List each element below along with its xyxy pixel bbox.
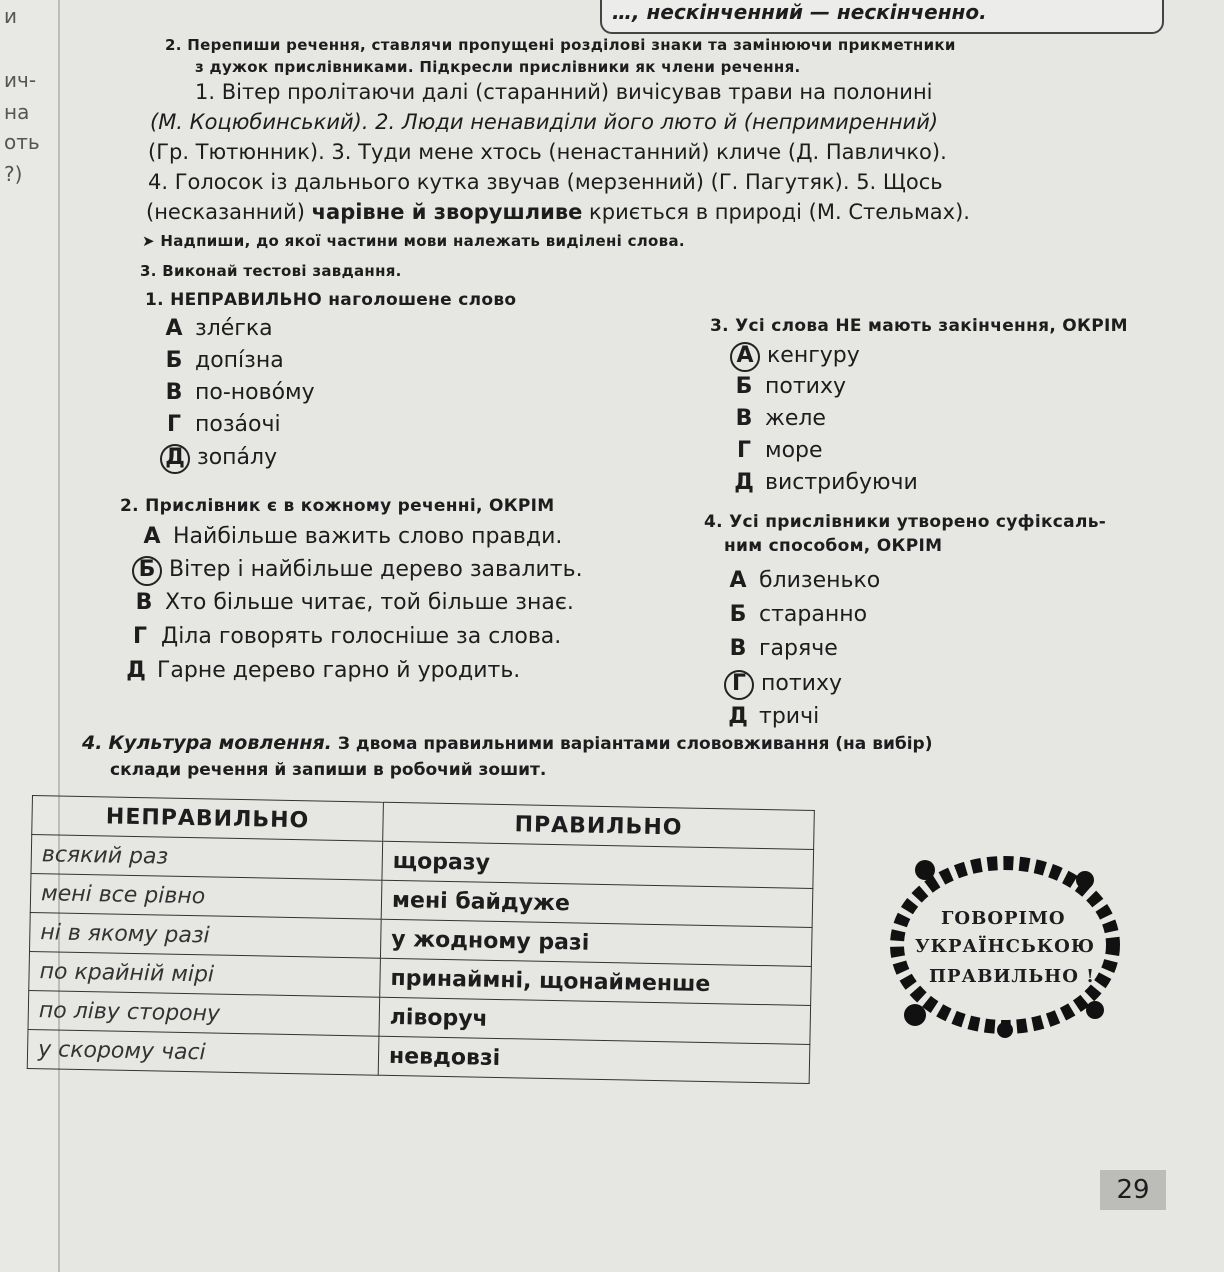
task4-heading: 4. Культура мовлення. З двома правильними варіантами слововживання (на вибір) [82, 732, 933, 754]
previous-task-line: …, нескінченний — нескінченно. [612, 0, 987, 24]
q4-option-e: Д тричі [728, 704, 820, 729]
task2-line: (М. Коцюбинський). 2. Люди ненавиділи його люто й (непримиренний) [150, 110, 939, 134]
q4-title-line1: 4. Усі прислівники утворено суфіксаль- [704, 512, 1107, 532]
wrong-usage: ні в якому разі [29, 912, 381, 958]
answer-circle: Г [724, 670, 754, 700]
task2-line: (Гр. Тютюнник). 3. Туди мене хтось (ненастанний) кличе (Д. Павличко). [148, 140, 947, 164]
answer-circle: А [730, 342, 760, 372]
prev-page-fragment: и [4, 4, 17, 28]
task2-line5: (несказанний) чарівне й зворушливе криється в природі (М. Стельмах). [146, 200, 970, 224]
wrong-usage: у скорому часі [27, 1029, 379, 1075]
q1-title: 1. НЕПРАВИЛЬНО наголошене слово [145, 290, 517, 310]
q3-option-b: Б потиху [735, 374, 846, 399]
badge-line: ГОВОРІМО [941, 908, 1066, 929]
wrong-usage: по ліву сторону [28, 990, 380, 1036]
usage-table [27, 795, 815, 1084]
right-usage: принаймні, щонайменше [380, 958, 812, 1005]
right-usage: невдовзі [378, 1036, 810, 1083]
speak-ukrainian-badge [885, 850, 1125, 1040]
task2-subtask: ➤ Надпиши, до якої частини мови належать виділені слова. [142, 232, 685, 250]
workbook-page [37, 0, 1224, 1272]
answer-circle: Д [160, 444, 190, 474]
q4-title-line2: ним способом, ОКРІМ [724, 536, 943, 556]
wrong-usage: мені все рівно [30, 873, 382, 919]
wrong-usage: по крайній мірі [29, 951, 381, 997]
prev-page-fragment: ?) [4, 162, 23, 186]
task2-line: 1. Вітер пролітаючи далі (старанний) вичісував трави на полонині [195, 80, 933, 104]
prev-page-fragment: на [4, 100, 30, 124]
q1-option-d: Г позáочі [166, 412, 281, 437]
right-usage: ліворуч [379, 997, 811, 1044]
right-usage: у жодному разі [380, 919, 812, 966]
q2-option-b: Б Вітер і найбільше дерево завалить. [132, 556, 583, 586]
previous-task-box [600, 0, 1164, 34]
q3-option-d: Г море [736, 438, 823, 463]
q3-option-a: А кенгуру [730, 342, 860, 372]
task4-instruction-line2: склади речення й запиши в робочий зошит. [110, 760, 547, 780]
q2-option-a: А Найбільше важить слово правди. [143, 524, 563, 549]
q2-title: 2. Прислівник є в кожному реченні, ОКРІМ [120, 496, 555, 516]
task2-line: 4. Голосок із дальнього кутка звучав (мерзенний) (Г. Пагутяк). 5. Щось [148, 170, 943, 194]
badge-line: УКРАЇНСЬКОЮ [915, 936, 1096, 957]
prev-page-fragment: ич- [4, 68, 37, 92]
page-number: 29 [1100, 1170, 1166, 1210]
task2-instruction-line1: 2. Перепиши речення, ставлячи пропущені розділові знаки та замінюючи прикметники [165, 36, 956, 54]
task3-title: 3. Виконай тестові завдання. [140, 262, 402, 280]
task2-instruction-line2: з дужок прислівниками. Підкресли прислівники як члени речення. [195, 58, 801, 76]
right-usage: щоразу [382, 841, 814, 888]
q1-option-e: Д зопáлу [160, 444, 277, 474]
prev-page-fragment: оть [4, 130, 40, 154]
q1-option-c: В по-новóму [165, 380, 315, 405]
q4-option-d: Г потиху [724, 670, 842, 700]
q1-option-a: А злéгка [165, 316, 273, 341]
badge-line: ПРАВИЛЬНО ! [929, 966, 1096, 987]
q2-option-e: Д Гарне дерево гарно й уродить. [126, 658, 521, 683]
header-right: ПРАВИЛЬНО [383, 802, 815, 849]
q2-option-c: В Хто більше читає, той більше знає. [135, 590, 574, 615]
q1-option-b: Б допíзна [165, 348, 284, 373]
q4-option-c: В гаряче [729, 636, 838, 661]
wrong-usage: всякий раз [31, 835, 383, 881]
q4-option-b: Б старанно [729, 602, 868, 627]
right-usage: мені байдуже [381, 880, 813, 927]
q3-title: 3. Усі слова НЕ мають закінчення, ОКРІМ [710, 316, 1128, 336]
q4-option-a: А близенько [729, 568, 881, 593]
previous-page-edge [0, 0, 60, 1272]
q2-option-d: Г Діла говорять голосніше за слова. [132, 624, 562, 649]
header-wrong: НЕПРАВИЛЬНО [32, 796, 384, 842]
q3-option-c: В желе [735, 406, 826, 431]
answer-circle: Б [132, 556, 162, 586]
q3-option-e: Д вистрибуючи [734, 470, 918, 495]
